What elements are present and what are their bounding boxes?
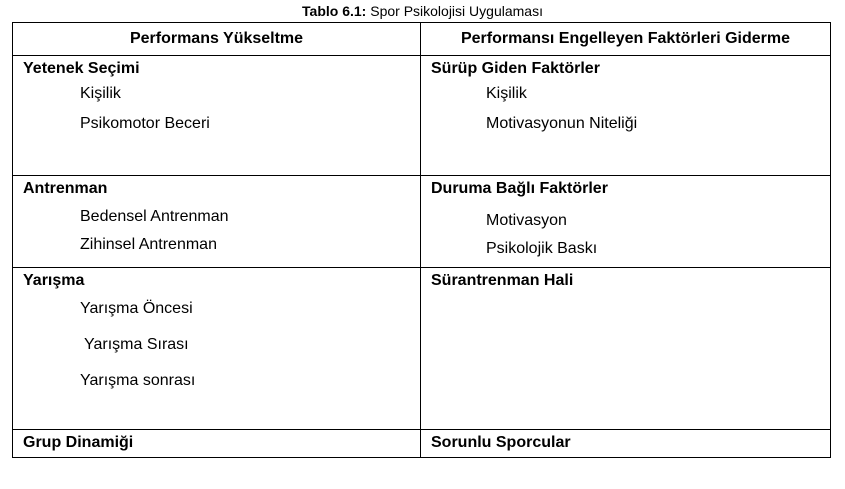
list-item: Yarışma sonrası [80,372,196,389]
cell-talent-selection [13,56,421,176]
list-item: Kişilik [80,85,121,102]
section-heading: Antrenman [23,180,108,197]
list-item: Psikolojik Baskı [486,240,598,257]
list-item: Motivasyonun Niteliği [486,115,638,132]
section-heading: Sorunlu Sporcular [431,434,571,451]
list-item: Psikomotor Beceri [80,115,210,132]
section-heading: Yetenek Seçimi [23,60,140,77]
header-left: Performans Yükseltme [13,23,421,56]
cell-persistent-factors [421,56,831,176]
cell-group-dynamics [13,430,421,458]
cell-overtraining [421,268,831,430]
cell-training [13,176,421,268]
list-item: Zihinsel Antrenman [80,236,217,253]
list-item: Yarışma Öncesi [80,300,193,317]
table-row [13,268,831,430]
cell-situational-factors [421,176,831,268]
table-row [13,430,831,458]
table-row [13,56,831,176]
section-heading: Yarışma [23,272,85,289]
header-row [13,23,831,56]
section-heading: Sürüp Giden Faktörler [431,60,600,77]
table-caption [0,2,845,20]
caption-label: Tablo 6.1: [302,3,367,19]
section-heading: Grup Dinamiği [23,434,134,451]
list-item: Yarışma Sırası [84,336,189,353]
performance-table [12,22,831,458]
cell-competition [13,268,421,430]
list-item: Motivasyon [486,212,567,229]
section-heading: Duruma Bağlı Faktörler [431,180,608,197]
section-heading: Sürantrenman Hali [431,272,574,289]
table-row [13,176,831,268]
caption-text: Spor Psikolojisi Uygulaması [366,3,543,19]
cell-problem-athletes [421,430,831,458]
header-right: Performansı Engelleyen Faktörleri Giderme [421,23,831,56]
list-item: Kişilik [486,85,527,102]
list-item: Bedensel Antrenman [80,208,229,225]
